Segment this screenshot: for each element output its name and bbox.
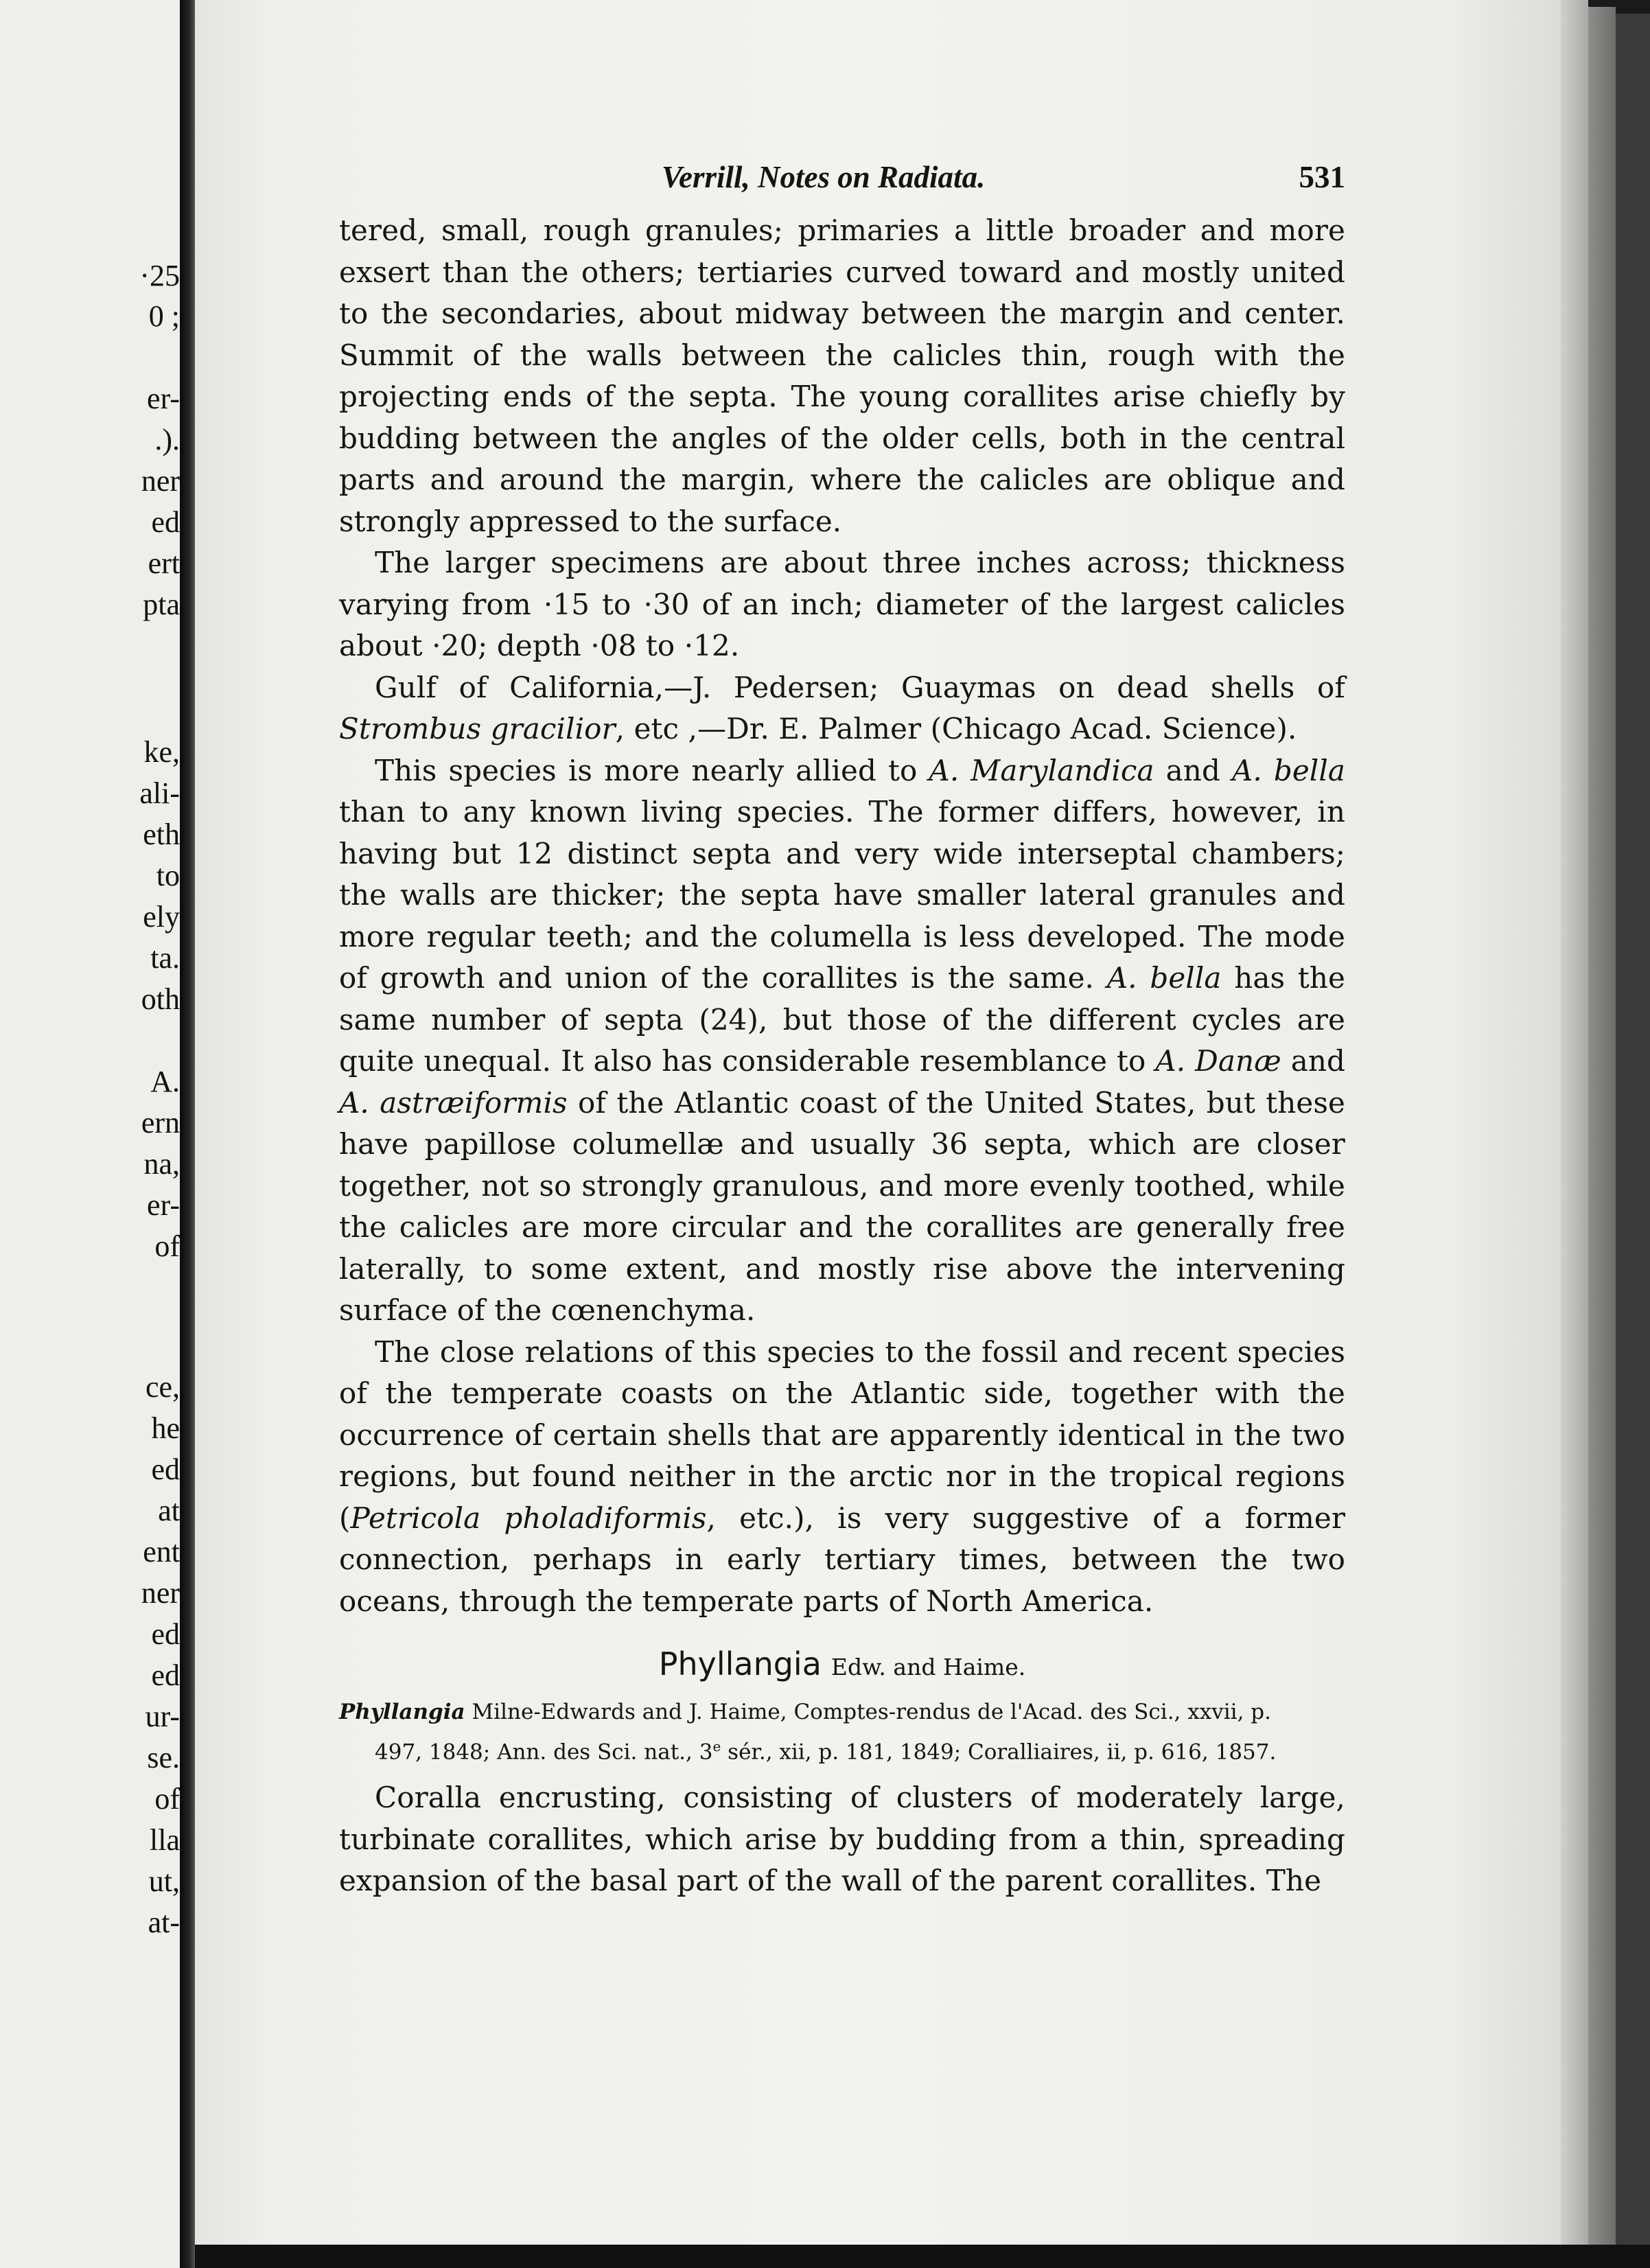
left-page-fragment: ·25 bbox=[139, 259, 180, 292]
text-run: The close relations of this species to the fossil and recent species of the temperate coasts on the Atlantic side, together with the occurrence of certain shells that are apparently identical in the two regions, but found neither in the arctic nor in the tropical regions ( bbox=[339, 1334, 1345, 1535]
species-name: A. bella bbox=[1106, 961, 1222, 995]
collector-text: , etc ,—Dr. E. Palmer (Chicago Acad. Science). bbox=[615, 712, 1297, 745]
left-page-edge bbox=[0, 0, 180, 2268]
book-gutter bbox=[180, 0, 195, 2268]
genus-heading bbox=[339, 1645, 1345, 1682]
page-number: 531 bbox=[1299, 160, 1345, 194]
text-run: has the same number of septa (24), but those of the different cycles are quite unequal. It also has considerable resemblance to bbox=[339, 961, 1345, 1078]
text-run: than to any known living species. The former differs, however, in having but 12 distinct septa and very wide interseptal chambers; the walls are thicker; the septa have smaller lateral granules and more regular teeth; and the columella is less developed. The mode of growth and union of the corallites is the same. bbox=[339, 795, 1345, 995]
text-run: and bbox=[1281, 1044, 1345, 1078]
citation-line-1: Milne-Edwards and J. Haime, Comptes-rendus de l'Acad. des Sci., xxvii, p. bbox=[465, 1700, 1271, 1724]
citation-superscript: e bbox=[712, 1738, 721, 1755]
citation-line-2-end: sér., xii, p. 181, 1849; Coralliaires, ii, p. 616, 1857. bbox=[721, 1739, 1277, 1765]
genus-name: Phyllangia bbox=[658, 1645, 822, 1682]
left-page-fragment: ed bbox=[151, 1658, 180, 1692]
species-name: A. astræiformis bbox=[339, 1085, 568, 1120]
citation-line-2-start: 497, 1848; Ann. des Sci. nat., 3 bbox=[375, 1739, 713, 1765]
left-page-fragment: A. bbox=[150, 1065, 180, 1098]
genus-authority: Edw. and Haime. bbox=[830, 1654, 1026, 1680]
paragraph-1: tered, small, rough granules; primaries a little broader and more exsert than the others; tertiaries curved toward and mostly united to the secondaries, about midway between the margin and center. Summit of the walls between the calicles thin, rough with the projecting ends of the septa. The young corallites arise chiefly by budding between the angles of the older cells, both in the central parts and around the margin, where the calicles are oblique and strongly appressed to the surface. bbox=[339, 213, 1345, 538]
left-page-fragment: ert bbox=[148, 546, 180, 580]
citation-genus: Phyllangia bbox=[339, 1700, 465, 1724]
text-run: and bbox=[1154, 753, 1232, 787]
species-name: Strombus gracilior bbox=[339, 712, 616, 745]
left-page-fragment: er- bbox=[147, 382, 180, 415]
genus-description: Coralla encrusting, consisting of clusters of moderately large, turbinate corallites, which arise by budding from a thin, spreading expansion of the basal part of the wall of the parent corallites. The bbox=[339, 1781, 1345, 1898]
paragraph-4 bbox=[339, 750, 1345, 1332]
left-page-fragment: to bbox=[156, 859, 180, 892]
species-name: A. Marylandica bbox=[929, 753, 1154, 787]
left-page-fragment: lla bbox=[150, 1823, 180, 1857]
page-edges bbox=[1561, 0, 1588, 2245]
left-page-fragment: ern bbox=[141, 1106, 180, 1139]
paragraph-2: The larger specimens are about three inches across; thickness varying from ·15 to ·30 of an inch; diameter of the largest calicles about ·20; depth ·08 to ·12. bbox=[339, 546, 1345, 662]
species-name: A. Danæ bbox=[1155, 1044, 1281, 1078]
left-page-fragment: ner bbox=[141, 1576, 180, 1610]
left-page-fragment: ut, bbox=[148, 1864, 180, 1898]
book-cover-edge bbox=[1616, 14, 1650, 2268]
left-page-fragment: ed bbox=[151, 505, 180, 539]
left-page-fragment: ce, bbox=[145, 1370, 180, 1404]
left-page-fragment: oth bbox=[141, 982, 180, 1016]
left-page-fragment: .). bbox=[154, 423, 180, 456]
left-page-fragment: at bbox=[158, 1494, 180, 1527]
species-name: A. bella bbox=[1231, 753, 1346, 787]
running-title: Verrill, Notes on Radiata. bbox=[662, 160, 986, 194]
paragraph-5 bbox=[339, 1332, 1345, 1623]
left-page-fragment: na, bbox=[143, 1147, 180, 1181]
left-page-fragment: he bbox=[151, 1411, 180, 1445]
left-page-fragment: pta bbox=[143, 588, 180, 621]
locality-text: Gulf of California,—J. Pedersen; Guaymas on dead shells of bbox=[375, 670, 1345, 704]
text-run: of the Atlantic coast of the United States, but these have papillose columellæ and usually 36 septa, which are closer together, not so strongly granulous, and more evenly toothed, while the calicles are more circular and the corallites are generally free laterally, to some extent, and mostly rise above the intervening surface of the cœnenchyma. bbox=[339, 1085, 1345, 1327]
paragraph-3 bbox=[339, 667, 1345, 750]
left-page-fragment: ke, bbox=[143, 735, 180, 769]
left-page-fragment: se. bbox=[147, 1741, 180, 1774]
bottom-shadow bbox=[195, 2245, 1650, 2268]
species-name: Petricola pholadiformis bbox=[350, 1501, 707, 1535]
citation-line-2 bbox=[339, 1729, 1345, 1769]
left-page-fragment: ely bbox=[143, 900, 180, 934]
left-page-fragment: er- bbox=[147, 1188, 180, 1222]
text-run: This species is more nearly allied to bbox=[375, 753, 929, 787]
left-page-fragment: ner bbox=[141, 464, 180, 498]
left-page-fragment: ali- bbox=[139, 776, 180, 810]
left-page-fragment: of bbox=[154, 1782, 180, 1816]
left-page-fragment: at- bbox=[148, 1906, 180, 1939]
left-page-fragment: ur- bbox=[145, 1700, 180, 1733]
left-page-fragment: ed bbox=[151, 1617, 180, 1651]
left-page-fragment: eth bbox=[143, 818, 180, 851]
left-page-fragment: ed bbox=[151, 1453, 180, 1486]
page-content bbox=[339, 159, 1345, 1902]
left-page-fragment: 0 ; bbox=[148, 299, 180, 333]
bibliographic-citation bbox=[339, 1695, 1345, 1769]
left-page-fragment: of bbox=[154, 1229, 180, 1263]
page-edges-shadow bbox=[1588, 7, 1616, 2245]
text-run: , etc.), is very suggestive of a former connection, perhaps in early tertiary times, between the two oceans, through the temperate parts of North America. bbox=[339, 1501, 1346, 1618]
left-page-fragment: ta. bbox=[150, 941, 180, 975]
running-head bbox=[339, 159, 1345, 195]
left-page-fragment: ent bbox=[143, 1535, 180, 1569]
